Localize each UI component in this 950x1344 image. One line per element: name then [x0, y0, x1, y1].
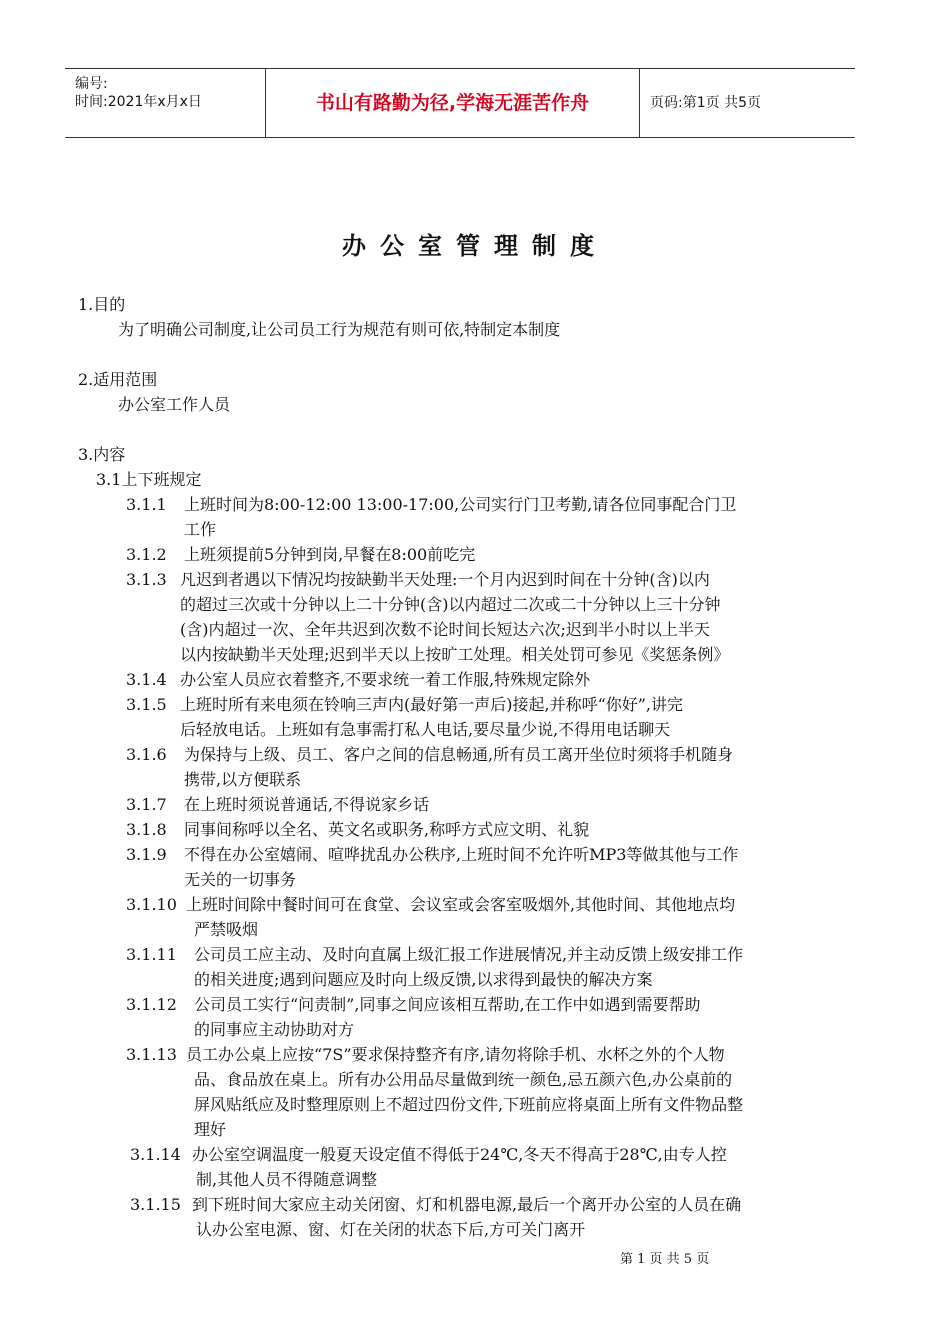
item-line: 上班时间除中餐时间可在食堂、会议室或会客室吸烟外,其他时间、其他地点均 — [186, 895, 736, 914]
item-line: 的超过三次或十分钟以上二十分钟(含)以内超过二次或二十分钟以上三十分钟 — [180, 595, 721, 614]
item-line: 公司员工实行“问责制”,同事之间应该相互帮助,在工作中如遇到需要帮助 — [194, 995, 701, 1014]
item-number: 3.1.7 — [126, 795, 167, 814]
item-line: 制,其他人员不得随意调整 — [196, 1170, 378, 1189]
item-line: 不得在办公室嬉闹、喧哗扰乱办公秩序,上班时间不允许听MP3等做其他与工作 — [184, 845, 739, 864]
subsection-3-1-heading: 3.1上下班规定 — [96, 470, 202, 489]
item-line: 的相关进度;遇到问题应及时向上级反馈,以求得到最快的解决方案 — [194, 970, 653, 989]
item-line: 上班时所有来电须在铃响三声内(最好第一声后)接起,并称呼“你好”,讲完 — [180, 695, 684, 714]
item-line: 屏风贴纸应及时整理原则上不超过四份文件,下班前应将桌面上所有文件物品整 — [194, 1095, 744, 1114]
item-number: 3.1.15 — [130, 1195, 181, 1214]
item-line: 的同事应主动协助对方 — [194, 1020, 355, 1039]
item-number: 3.1.14 — [130, 1145, 181, 1164]
doc-code-label: 编号: — [75, 76, 108, 92]
header-motto: 书山有路勤为径,学海无涯苦作舟 — [315, 92, 590, 114]
item-line: 携带,以方便联系 — [184, 770, 302, 789]
item-line: 认办公室电源、窗、灯在关闭的状态下后,方可关门离开 — [196, 1220, 586, 1239]
header-divider — [639, 69, 640, 137]
item-number: 3.1.11 — [126, 945, 177, 964]
item-number: 3.1.3 — [126, 570, 167, 589]
item-line: 在上班时须说普通话,不得说家乡话 — [184, 795, 430, 814]
item-line: 同事间称呼以全名、英文名或职务,称呼方式应文明、礼貌 — [184, 820, 590, 839]
header-meta — [65, 69, 265, 137]
item-line: 理好 — [194, 1120, 227, 1139]
page-footer: 第 1 页 共 5 页 — [620, 1252, 710, 1267]
item-line: 员工办公桌上应按“7S”要求保持整齐有序,请勿将除手机、水杯之外的个人物 — [186, 1045, 725, 1064]
section-2-heading: 2.适用范围 — [78, 370, 158, 389]
item-line: 以内按缺勤半天处理;迟到半天以上按旷工处理。相关处罚可参见《奖惩条例》 — [180, 645, 730, 664]
item-line: 办公室人员应衣着整齐,不要求统一着工作服,特殊规定除外 — [180, 670, 591, 689]
item-line: 工作 — [184, 520, 217, 539]
item-number: 3.1.12 — [126, 995, 177, 1014]
item-line: 上班须提前5分钟到岗,早餐在8:00前吃完 — [184, 545, 476, 564]
item-line: (含)内超过一次、全年共迟到次数不论时间长短达六次;迟到半小时以上半天 — [180, 620, 710, 639]
item-line: 后轻放电话。上班如有急事需打私人电话,要尽量少说,不得用电话聊天 — [180, 720, 671, 739]
document-title: 办公室管理制度 — [342, 232, 608, 260]
section-1-heading: 1.目的 — [78, 295, 126, 314]
doc-time-label: 时间:2021年x月x日 — [75, 94, 202, 110]
item-line: 品、食品放在桌上。所有办公用品尽量做到统一颜色,忌五颜六色,办公桌前的 — [194, 1070, 733, 1089]
item-line: 上班时间为8:00-12:00 13:00-17:00,公司实行门卫考勤,请各位同事配合门卫 — [184, 495, 737, 514]
item-line: 办公室空调温度一般夏天设定值不得低于24℃,冬天不得高于28℃,由专人控 — [192, 1145, 727, 1164]
item-line: 为保持与上级、员工、客户之间的信息畅通,所有员工离开坐位时须将手机随身 — [184, 745, 734, 764]
item-line: 公司员工应主动、及时向直属上级汇报工作进展情况,并主动反馈上级安排工作 — [194, 945, 744, 964]
section-3-heading: 3.内容 — [78, 445, 126, 464]
item-number: 3.1.9 — [126, 845, 167, 864]
item-number: 3.1.6 — [126, 745, 167, 764]
item-number: 3.1.4 — [126, 670, 167, 689]
item-number: 3.1.8 — [126, 820, 167, 839]
item-line: 严禁吸烟 — [194, 920, 259, 939]
item-number: 3.1.2 — [126, 545, 167, 564]
item-line: 无关的一切事务 — [184, 870, 297, 889]
section-1-body: 为了明确公司制度,让公司员工行为规范有则可依,特制定本制度 — [118, 320, 561, 339]
item-number: 3.1.13 — [126, 1045, 177, 1064]
header-page-info: 页码:第1页 共5页 — [650, 95, 761, 111]
page-header — [65, 68, 855, 138]
item-line: 到下班时间大家应主动关闭窗、灯和机器电源,最后一个离开办公室的人员在确 — [192, 1195, 742, 1214]
section-2-body: 办公室工作人员 — [118, 395, 231, 414]
item-number: 3.1.10 — [126, 895, 177, 914]
item-number: 3.1.5 — [126, 695, 167, 714]
item-number: 3.1.1 — [126, 495, 167, 514]
item-line: 凡迟到者遇以下情况均按缺勤半天处理:一个月内迟到时间在十分钟(含)以内 — [180, 570, 710, 589]
